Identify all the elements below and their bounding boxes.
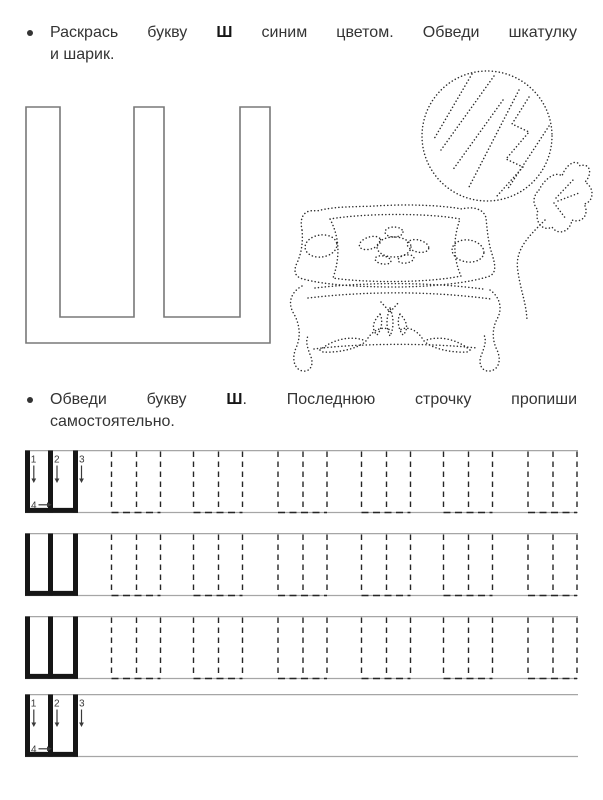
bold-letter-sha <box>25 534 78 596</box>
instruction-2 <box>25 389 577 433</box>
dashed-letter-sha[interactable] <box>444 452 493 513</box>
big-letter-sha-outline <box>20 100 276 350</box>
dashed-letter-sha[interactable] <box>278 618 327 679</box>
down-arrowhead <box>31 479 36 484</box>
instruction-1-line-1 <box>50 22 577 44</box>
dashed-letter-sha[interactable] <box>444 535 493 596</box>
practice-row-3[interactable] <box>25 616 579 682</box>
practice-row-svg <box>25 450 579 516</box>
stroke-number: 1 <box>30 698 37 710</box>
stroke-number: 3 <box>79 454 85 466</box>
stroke-number: 3 <box>79 698 85 710</box>
instruction-2-before: Обведи букву <box>50 391 227 408</box>
practice-row-2[interactable] <box>25 533 579 599</box>
dashed-letter-sha[interactable] <box>112 452 161 513</box>
dashed-letter-sha[interactable] <box>362 535 411 596</box>
tracing-art <box>285 55 603 385</box>
stroke-number: 2 <box>54 698 60 710</box>
instruction-1-before: Раскрась букву <box>50 24 217 41</box>
practice-row-4[interactable] <box>25 694 579 760</box>
bold-letter-sha <box>25 617 78 679</box>
down-arrowhead <box>79 723 84 728</box>
instruction-1-line-2: и шарик. <box>50 46 115 63</box>
down-arrowhead <box>79 479 84 484</box>
dashed-letter-sha[interactable] <box>194 535 243 596</box>
dashed-letter-sha[interactable] <box>362 618 411 679</box>
balloon-trace[interactable] <box>422 71 592 320</box>
down-arrowhead <box>55 479 60 484</box>
practice-row-svg <box>25 694 579 760</box>
instruction-2-letter: Ш <box>226 391 243 408</box>
jewelry-box-trace[interactable] <box>291 205 501 371</box>
instruction-1-letter: Ш <box>216 24 233 41</box>
dashed-letter-sha[interactable] <box>444 618 493 679</box>
instruction-2-line-2: самостоятельно. <box>50 413 175 430</box>
dashed-letter-sha[interactable] <box>362 452 411 513</box>
down-arrowhead <box>31 723 36 728</box>
practice-row-svg <box>25 616 579 682</box>
instruction-2-text <box>50 389 577 433</box>
down-arrowhead <box>55 723 60 728</box>
dashed-letter-sha[interactable] <box>528 618 577 679</box>
stroke-number: 4 <box>31 744 37 756</box>
dashed-letter-sha[interactable] <box>278 452 327 513</box>
stroke-number: 2 <box>54 454 60 466</box>
dashed-letter-sha[interactable] <box>194 618 243 679</box>
stroke-number: 1 <box>30 454 37 466</box>
practice-row-svg <box>25 533 579 599</box>
dashed-letter-sha[interactable] <box>112 618 161 679</box>
bullet-dot <box>27 397 33 403</box>
dashed-letter-sha[interactable] <box>112 535 161 596</box>
dashed-letter-sha[interactable] <box>528 452 577 513</box>
bullet-dot <box>27 30 33 36</box>
instruction-2-after: . Последнюю строчку пропиши <box>242 391 577 408</box>
dashed-letter-sha[interactable] <box>278 535 327 596</box>
dashed-letter-sha[interactable] <box>528 535 577 596</box>
stroke-number: 4 <box>31 500 37 512</box>
practice-row-1[interactable] <box>25 450 579 516</box>
instruction-2-line-1 <box>50 389 577 411</box>
instruction-1-after: синим цветом. Обведи шкатулку <box>232 24 577 41</box>
dashed-letter-sha[interactable] <box>194 452 243 513</box>
